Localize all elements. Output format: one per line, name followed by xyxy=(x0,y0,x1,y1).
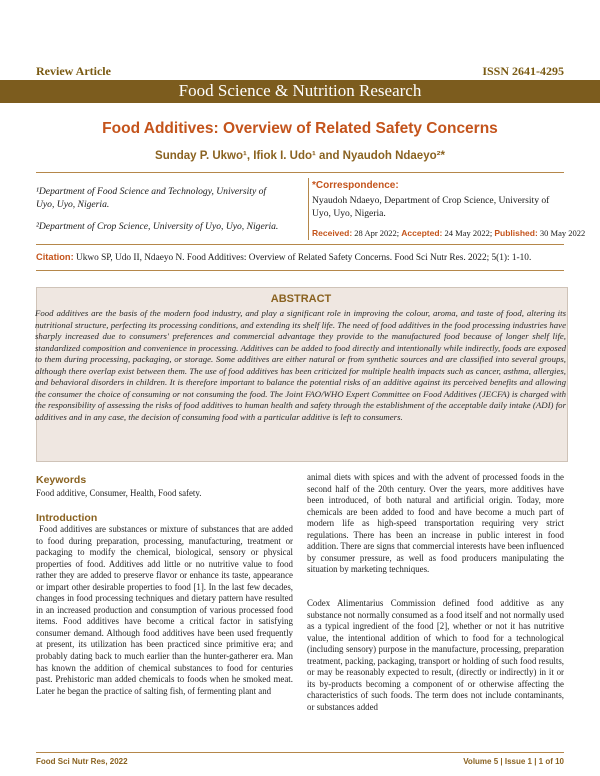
affiliation-2: ²Department of Crop Science, University of Uyo, Uyo, Nigeria. xyxy=(36,221,279,232)
article-title: Food Additives: Overview of Related Safety Concerns xyxy=(102,120,498,137)
abstract-text: Food additives are the basis of the modern food industry, and play a significant role in improving the colour, aroma, and taste of food, altering its nutritional structure, perfecting its processing conditions, and extending its shelf life. The need of food additives in the food processing industries have sharply increased due to consumers' preferences and commercial advantage they provide to the manufactured food because of longer shelf life, standardized composition and convenience in processing. Additives can be added to food directly and intentionally while indirectly, foods are exposed to them during processing, packaging, or storage. Some additives are either natural or from synthetic sources and are classified into several groups, although there overlap exist between them. The use of food additives has been criticized for multiple health impacts such as cancer, asthma, allergies, and behavioral disorders in children. It is therefore important to balance the potential risks of an additive against its perceived benefits and allowing the consumer the choice of consuming or not consuming the food. The Joint FAO/WHO Expert Committee on Food Additives (JECFA) is charged with the responsibility of assessing the risks of food additives to human health and safety through the establishment of the acceptable daily intake (ADI) for additives and in any case, the decision of consuming food with a particular additive is left to consumers. xyxy=(35,308,566,422)
correspondence-text: Nyaudoh Ndaeyo, Department of Crop Science, University of Uyo, Uyo, Nigeria. xyxy=(312,195,550,219)
accepted-date: 24 May 2022; xyxy=(444,228,493,238)
divider xyxy=(36,270,564,271)
issn: ISSN 2641-4295 xyxy=(482,64,564,78)
article-type: Review Article xyxy=(36,64,111,78)
published-label: Published: xyxy=(494,228,538,238)
journal-title: Food Science & Nutrition Research xyxy=(178,81,422,100)
footer-page-info: Volume 5 | Issue 1 | 1 of 10 xyxy=(463,757,564,766)
correspondence-border xyxy=(308,178,309,240)
published-date: 30 May 2022 xyxy=(539,228,586,238)
article-dates xyxy=(312,228,586,238)
introduction-title: Introduction xyxy=(36,512,98,524)
abstract-title: ABSTRACT xyxy=(270,293,332,305)
introduction-right-para-1: animal diets with spices and with the advent of processed foods in the second half of the 20th century. Over the years, more additives have been introduced, of both natural and artificial origin. Today, more chemicals are been added to food and have become a much part of modern life as high-speed transportation requiring very strict regulations. There has been an increase in public interest in food addition. There are signs that commercial interests have been influenced by consumer pressure, as well as food producers manipulating the situation by marketing techniques. xyxy=(307,472,564,575)
accepted-label: Accepted: xyxy=(401,228,443,238)
introduction-right-para-2: Codex Alimentarius Commission defined food additive as any substance not normally consumed as a food itself and not normally used as a typical ingredient of the food [2], whether or not it has nutritive value, the intentional addition of which to food for a technological (including sensory) purpose in the manufacture, processing, preparation treatment, packing, packaging, transport or holding of such food results, or may be reasonably expected to result, (directly or indirectly) in it or its by-products becoming a component of or otherwise affecting the characteristics of such foods. The term does not include contaminants, or substances added xyxy=(307,598,564,712)
keywords-text: Food additive, Consumer, Health, Food safety. xyxy=(36,488,202,498)
divider xyxy=(36,244,564,245)
received-date: 28 Apr 2022; xyxy=(354,228,400,238)
author-list: Sunday P. Ukwo¹, Ifiok I. Udo¹ and Nyaudoh Ndaeyo²* xyxy=(155,150,445,162)
received-label: Received: xyxy=(312,228,353,238)
citation-text: Ukwo SP, Udo II, Ndaeyo N. Food Additives: Overview of Related Safety Concerns. Food Sci Nutr Res. 2022; 5(1): 1-10. xyxy=(76,253,532,263)
correspondence-label: *Correspondence: xyxy=(312,180,399,191)
affiliation-1: ¹Department of Food Science and Technology, University of Uyo, Uyo, Nigeria. xyxy=(36,186,267,210)
footer-journal: Food Sci Nutr Res, 2022 xyxy=(36,757,128,766)
introduction-left-column: Food additives are substances or mixture of substances that are added to food during preparation, processing, manufacturing, treatment or packaging to modify the chemical, biological, sensory or physical properties of food. Additives add little or no nutritive value to food rather they are added to preserve flavor or enhance its taste, appearance or impart other desirable properties to food [1]. In the last few decades, changes in food processing techniques and dietary pattern have resulted in an increased production and consumption of various processed food items. Food additives have become a critical factor in satisfying consumer demand. Although food additives have been used frequently at present, its utilization has been practiced since primitive era; and probably dating back to much earlier than the hunter-gatherer era. Man has known the addition of chemical substances to food for centuries past. Prehistoric man added chemicals to foods when he smoked meat. Later he began the practice of salting fish, of fermenting plant and xyxy=(36,524,293,696)
citation-label: Citation: xyxy=(36,252,74,262)
citation xyxy=(36,252,576,263)
keywords-title: Keywords xyxy=(36,474,87,486)
footer-divider xyxy=(36,752,564,753)
divider xyxy=(36,172,564,173)
